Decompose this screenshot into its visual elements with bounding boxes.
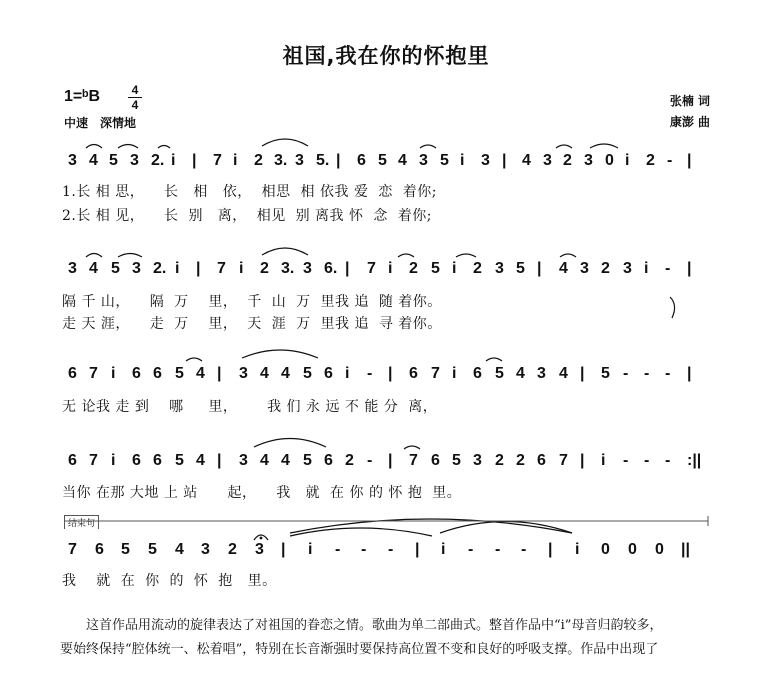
jianpu-note: 2. bbox=[153, 260, 167, 277]
barline: | bbox=[196, 260, 201, 277]
jianpu-note: 2 bbox=[260, 260, 269, 277]
barline: | bbox=[388, 452, 393, 469]
jianpu-note: 6 bbox=[473, 365, 482, 382]
jianpu-note: - bbox=[367, 452, 373, 469]
jianpu-note: - bbox=[665, 260, 671, 277]
jianpu-note: 5 bbox=[109, 152, 118, 169]
jianpu-note: - bbox=[521, 541, 527, 558]
jianpu-note: 2 bbox=[516, 452, 525, 469]
jianpu-note: i bbox=[388, 260, 393, 277]
jianpu-note: 6 bbox=[153, 452, 162, 469]
barline: | bbox=[336, 152, 341, 169]
jianpu-note: 6 bbox=[132, 365, 141, 382]
jianpu-note: 3 bbox=[543, 152, 552, 169]
jianpu-note: 2 bbox=[409, 260, 418, 277]
end-phrase-marker: 结束句 bbox=[64, 515, 99, 529]
jianpu-note: 7 bbox=[431, 365, 440, 382]
jianpu-note: 6 bbox=[153, 365, 162, 382]
jianpu-note: 3 bbox=[132, 260, 141, 277]
jianpu-note: i bbox=[111, 365, 116, 382]
jianpu-note: - bbox=[623, 452, 629, 469]
jianpu-note: i bbox=[601, 452, 606, 469]
jianpu-note: 7 bbox=[89, 365, 98, 382]
jianpu-note: 3 bbox=[419, 152, 428, 169]
jianpu-note: 5 bbox=[303, 452, 312, 469]
jianpu-note: 4 bbox=[196, 452, 205, 469]
jianpu-note: 4 bbox=[281, 452, 290, 469]
jianpu-note: 5 bbox=[303, 365, 312, 382]
jianpu-note: 7 bbox=[213, 152, 222, 169]
jianpu-note: 4 bbox=[89, 152, 98, 169]
jianpu-note: 0 bbox=[601, 541, 610, 558]
jianpu-note: 7 bbox=[217, 260, 226, 277]
jianpu-note: 5 bbox=[452, 452, 461, 469]
jianpu-note: 3 bbox=[255, 541, 264, 558]
barline: | bbox=[281, 541, 286, 558]
barline: | bbox=[687, 152, 692, 169]
jianpu-note: 7 bbox=[559, 452, 568, 469]
tempo-marking: 中速 深情地 bbox=[64, 116, 137, 130]
jianpu-note: 3. bbox=[274, 152, 288, 169]
jianpu-note: - bbox=[367, 365, 373, 382]
jianpu-note: 3 bbox=[495, 260, 504, 277]
jianpu-note: 6 bbox=[68, 365, 77, 382]
jianpu-note: 3 bbox=[303, 260, 312, 277]
barline: | bbox=[217, 452, 222, 469]
jianpu-note: i bbox=[625, 152, 630, 169]
key-signature: 1=ᵇB bbox=[64, 88, 101, 105]
jianpu-note: 3 bbox=[239, 452, 248, 469]
jianpu-note: - bbox=[468, 541, 474, 558]
jianpu-note: 6 bbox=[357, 152, 366, 169]
jianpu-note: 5 bbox=[175, 452, 184, 469]
barline: || bbox=[681, 541, 690, 558]
jianpu-note: 3 bbox=[239, 365, 248, 382]
jianpu-note: 3 bbox=[201, 541, 210, 558]
jianpu-note: 5 bbox=[516, 260, 525, 277]
jianpu-note: 7 bbox=[367, 260, 376, 277]
jianpu-note: 5 bbox=[601, 365, 610, 382]
time-signature-bottom: 4 bbox=[131, 98, 139, 112]
jianpu-note: - bbox=[388, 541, 394, 558]
jianpu-note: 5 bbox=[431, 260, 440, 277]
notation-line-5 bbox=[60, 541, 720, 563]
jianpu-note: 6 bbox=[537, 452, 546, 469]
jianpu-note: 2 bbox=[254, 152, 263, 169]
jianpu-note: i bbox=[452, 365, 457, 382]
notation-line-4 bbox=[60, 452, 720, 474]
composer-credit: 康澎 曲 bbox=[669, 115, 710, 129]
barline: | bbox=[687, 260, 692, 277]
lyricist-credit: 张楠 词 bbox=[669, 94, 710, 108]
barline: | bbox=[580, 365, 585, 382]
barline: | bbox=[415, 541, 420, 558]
lyric-line-2-verse-1: 隔 千 山， 隔 万 里， 千 山 万 里我 追 随 着你。 bbox=[62, 294, 442, 310]
notation-line-1 bbox=[60, 152, 720, 174]
commentary-paragraph bbox=[60, 614, 712, 662]
jianpu-note: 6 bbox=[68, 452, 77, 469]
jianpu-note: 3 bbox=[481, 152, 490, 169]
jianpu-note: 2 bbox=[473, 260, 482, 277]
jianpu-note: i bbox=[452, 260, 457, 277]
jianpu-note: - bbox=[361, 541, 367, 558]
jianpu-note: i bbox=[308, 541, 313, 558]
barline: | bbox=[502, 152, 507, 169]
lyric-line-4: 当你 在那 大地 上 站 起， 我 就 在 你 的 怀 抱 里。 bbox=[62, 485, 462, 501]
jianpu-note: 7 bbox=[89, 452, 98, 469]
lyric-line-1-verse-1: 1.长 相 思， 长 相 依， 相思 相 依我 爱 恋 着你; bbox=[62, 184, 437, 200]
jianpu-note: 4 bbox=[398, 152, 407, 169]
jianpu-note: 2 bbox=[646, 152, 655, 169]
jianpu-note: 4 bbox=[559, 260, 568, 277]
barline: | bbox=[687, 365, 692, 382]
jianpu-note: 2 bbox=[563, 152, 572, 169]
barline: | bbox=[580, 452, 585, 469]
jianpu-note: 4 bbox=[260, 365, 269, 382]
barline: | bbox=[217, 365, 222, 382]
time-signature-top: 4 bbox=[131, 83, 139, 97]
jianpu-note: 7 bbox=[68, 541, 77, 558]
jianpu-note: 6 bbox=[431, 452, 440, 469]
jianpu-note: - bbox=[623, 365, 629, 382]
lyric-line-5: 我 就 在 你 的 怀 抱 里。 bbox=[62, 573, 277, 589]
jianpu-note: 6 bbox=[409, 365, 418, 382]
jianpu-note: 5 bbox=[495, 365, 504, 382]
jianpu-note: 4 bbox=[522, 152, 531, 169]
jianpu-note: 3 bbox=[295, 152, 304, 169]
jianpu-note: 3. bbox=[281, 260, 295, 277]
notation-line-2 bbox=[60, 260, 720, 282]
notation-line-3 bbox=[60, 365, 720, 387]
jianpu-note: 3 bbox=[68, 260, 77, 277]
jianpu-note: i bbox=[345, 365, 350, 382]
jianpu-note: - bbox=[665, 365, 671, 382]
jianpu-note: 4 bbox=[281, 365, 290, 382]
barline: | bbox=[388, 365, 393, 382]
jianpu-note: i bbox=[644, 260, 649, 277]
jianpu-note: 6 bbox=[324, 452, 333, 469]
jianpu-note: 2. bbox=[151, 152, 165, 169]
barline: | bbox=[192, 152, 197, 169]
jianpu-note: i bbox=[239, 260, 244, 277]
jianpu-note: i bbox=[575, 541, 580, 558]
jianpu-note: 2 bbox=[495, 452, 504, 469]
jianpu-note: - bbox=[335, 541, 341, 558]
jianpu-note: i bbox=[171, 152, 176, 169]
jianpu-note: 5 bbox=[175, 365, 184, 382]
jianpu-note: 3 bbox=[584, 152, 593, 169]
time-signature bbox=[128, 84, 142, 111]
lyric-line-3: 无 论我 走 到 哪 里， 我 们 永 远 不 能 分 离， bbox=[62, 399, 438, 415]
jianpu-note: 0 bbox=[605, 152, 614, 169]
jianpu-note: 0 bbox=[655, 541, 664, 558]
lyric-line-1-verse-2: 2.长 相 见， 长 别 离， 相见 别 离我 怀 念 着你; bbox=[62, 208, 433, 224]
barline: :|| bbox=[687, 452, 702, 469]
jianpu-note: 4 bbox=[196, 365, 205, 382]
jianpu-note: 5. bbox=[316, 152, 330, 169]
jianpu-note: 5 bbox=[148, 541, 157, 558]
jianpu-note: i bbox=[175, 260, 180, 277]
jianpu-note: 5 bbox=[378, 152, 387, 169]
commentary-line-2: 要始终保持“腔体统一、松着唱”，特别在长音渐强时要保持高位置不变和良好的呼吸支撑。作品中出现了 bbox=[60, 642, 659, 657]
jianpu-note: 3 bbox=[130, 152, 139, 169]
jianpu-note: 5 bbox=[440, 152, 449, 169]
jianpu-note: 5 bbox=[121, 541, 130, 558]
jianpu-note: - bbox=[644, 452, 650, 469]
jianpu-note: - bbox=[644, 365, 650, 382]
commentary-line-1: 这首作品用流动的旋律表达了对祖国的眷恋之情。歌曲为单二部曲式。整首作品中“i”母音归韵较多， bbox=[86, 618, 663, 633]
jianpu-note: 4 bbox=[559, 365, 568, 382]
jianpu-note: 3 bbox=[68, 152, 77, 169]
jianpu-note: 5 bbox=[111, 260, 120, 277]
jianpu-note: 6 bbox=[324, 365, 333, 382]
jianpu-note: - bbox=[495, 541, 501, 558]
jianpu-note: 3 bbox=[537, 365, 546, 382]
jianpu-note: 3 bbox=[623, 260, 632, 277]
barline: | bbox=[537, 260, 542, 277]
jianpu-note: 4 bbox=[89, 260, 98, 277]
barline: | bbox=[548, 541, 553, 558]
jianpu-note: 2 bbox=[228, 541, 237, 558]
jianpu-note: - bbox=[665, 452, 671, 469]
jianpu-note: - bbox=[667, 152, 673, 169]
jianpu-note: 2 bbox=[601, 260, 610, 277]
lyric-line-2-verse-2: 走 天 涯， 走 万 里， 天 涯 万 里我 追 寻 着你。 bbox=[62, 316, 442, 332]
song-title: 祖国,我在你的怀抱里 bbox=[282, 44, 490, 68]
jianpu-note: 7 bbox=[409, 452, 418, 469]
jianpu-note: 6. bbox=[324, 260, 338, 277]
jianpu-note: 0 bbox=[628, 541, 637, 558]
jianpu-note: 2 bbox=[345, 452, 354, 469]
jianpu-note: i bbox=[233, 152, 238, 169]
jianpu-note: 3 bbox=[473, 452, 482, 469]
jianpu-note: 6 bbox=[132, 452, 141, 469]
jianpu-note: 3 bbox=[580, 260, 589, 277]
jianpu-note: 4 bbox=[516, 365, 525, 382]
jianpu-note: 4 bbox=[260, 452, 269, 469]
jianpu-note: i bbox=[441, 541, 446, 558]
jianpu-note: 4 bbox=[175, 541, 184, 558]
jianpu-note: 6 bbox=[95, 541, 104, 558]
barline: | bbox=[345, 260, 350, 277]
jianpu-note: i bbox=[460, 152, 465, 169]
jianpu-note: i bbox=[111, 452, 116, 469]
